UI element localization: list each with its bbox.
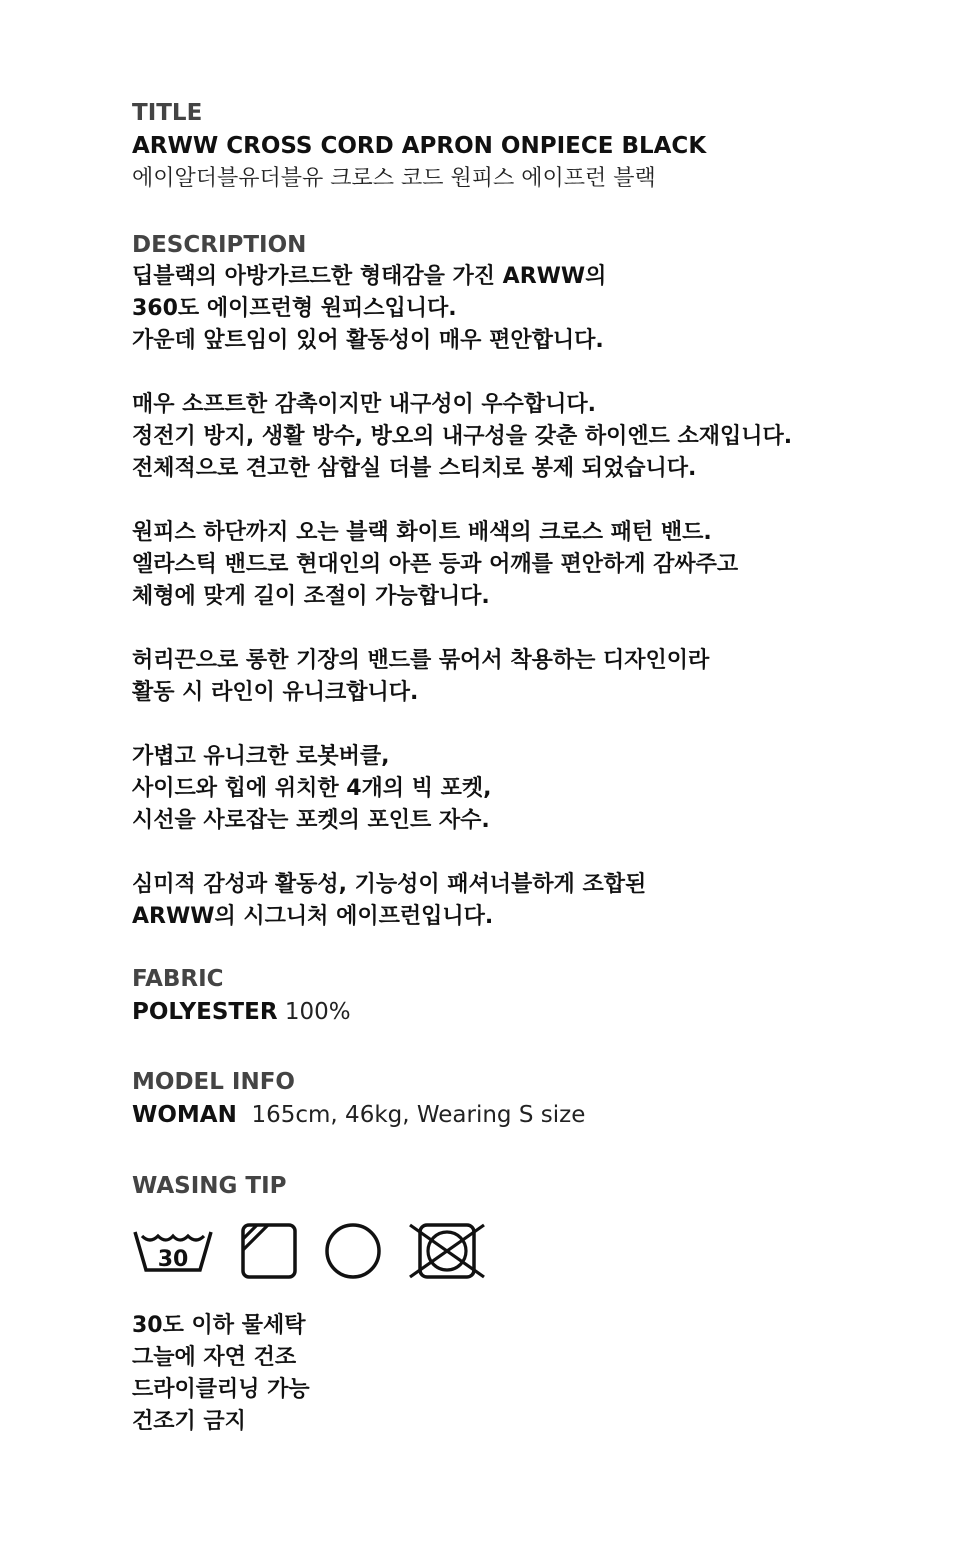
product-name-english: ARWW CROSS CORD APRON ONPIECE BLACK (132, 133, 707, 159)
description-paragraph (132, 869, 960, 933)
dry-clean-icon (324, 1222, 382, 1280)
washing-instruction: 드라이클리닝 가능 (132, 1377, 310, 1402)
description-line: 활동 시 라인이 유니크합니다. (132, 680, 419, 705)
washing-tip-section (132, 1170, 960, 1438)
title-section (132, 97, 960, 195)
fabric-material: POLYESTER (132, 999, 278, 1025)
description-line: 허리끈으로 롱한 기장의 밴드를 묶어서 착용하는 디자인이라 (132, 648, 710, 673)
description-line: 정전기 방지, 생활 방수, 방오의 내구성을 갖춘 하이엔드 소재입니다. (132, 424, 793, 449)
description-paragraph (132, 741, 960, 837)
description-line: 매우 소프트한 감촉이지만 내구성이 우수합니다. (132, 392, 597, 417)
title-heading: TITLE (132, 100, 203, 126)
description-line: 가운데 앞트임이 있어 활동성이 매우 편안합니다. (132, 328, 604, 353)
description-paragraph (132, 645, 960, 709)
wash-temperature-label: 30 (157, 1247, 189, 1272)
fabric-line (132, 995, 960, 1029)
washing-tip-heading: WASING TIP (132, 1173, 287, 1199)
model-info-section (132, 1066, 960, 1132)
fabric-section (132, 963, 960, 1029)
description-line: ARWW의 시그니처 에이프런입니다. (132, 904, 494, 929)
description-body (132, 261, 960, 933)
description-line: 사이드와 힙에 위치한 4개의 빅 포켓, (132, 776, 492, 801)
model-info-line (132, 1098, 960, 1132)
product-name-korean: 에이알더블유더블유 크로스 코드 원피스 에이프런 블랙 (132, 166, 656, 191)
care-icons (132, 1222, 960, 1280)
no-tumble-dry-icon (408, 1222, 486, 1280)
description-line: 원피스 하단까지 오는 블랙 화이트 배색의 크로스 패턴 밴드. (132, 520, 712, 545)
description-paragraph (132, 389, 960, 485)
description-line: 딥블랙의 아방가르드한 형태감을 가진 ARWW의 (132, 264, 607, 289)
wash-30-degrees-icon (132, 1222, 214, 1280)
description-line: 전체적으로 견고한 삼합실 더블 스티치로 봉제 되었습니다. (132, 456, 697, 481)
description-line: 시선을 사로잡는 포켓의 포인트 자수. (132, 808, 490, 833)
description-heading: DESCRIPTION (132, 232, 307, 258)
description-line: 심미적 감성과 활동성, 기능성이 패셔너블하게 조합된 (132, 872, 647, 897)
description-line: 가볍고 유니크한 로봇버클, (132, 744, 390, 769)
description-line: 엘라스틱 밴드로 현대인의 아픈 등과 어깨를 편안하게 감싸주고 (132, 552, 739, 577)
fabric-percentage: 100% (284, 999, 351, 1025)
description-line: 체형에 맞게 길이 조절이 가능합니다. (132, 584, 490, 609)
description-paragraph (132, 517, 960, 613)
washing-instruction: 30도 이하 물세탁 (132, 1313, 306, 1338)
model-gender: WOMAN (132, 1102, 237, 1128)
washing-instruction: 건조기 금지 (132, 1409, 246, 1434)
washing-instructions (132, 1310, 960, 1438)
dry-in-shade-icon (240, 1222, 298, 1280)
description-line: 360도 에이프런형 원피스입니다. (132, 296, 457, 321)
model-info-heading: MODEL INFO (132, 1069, 295, 1095)
description-paragraph (132, 261, 960, 357)
description-section (132, 229, 960, 933)
fabric-heading: FABRIC (132, 966, 224, 992)
washing-instruction: 그늘에 자연 건조 (132, 1345, 297, 1370)
model-measurements: 165cm, 46kg, Wearing S size (251, 1102, 586, 1128)
